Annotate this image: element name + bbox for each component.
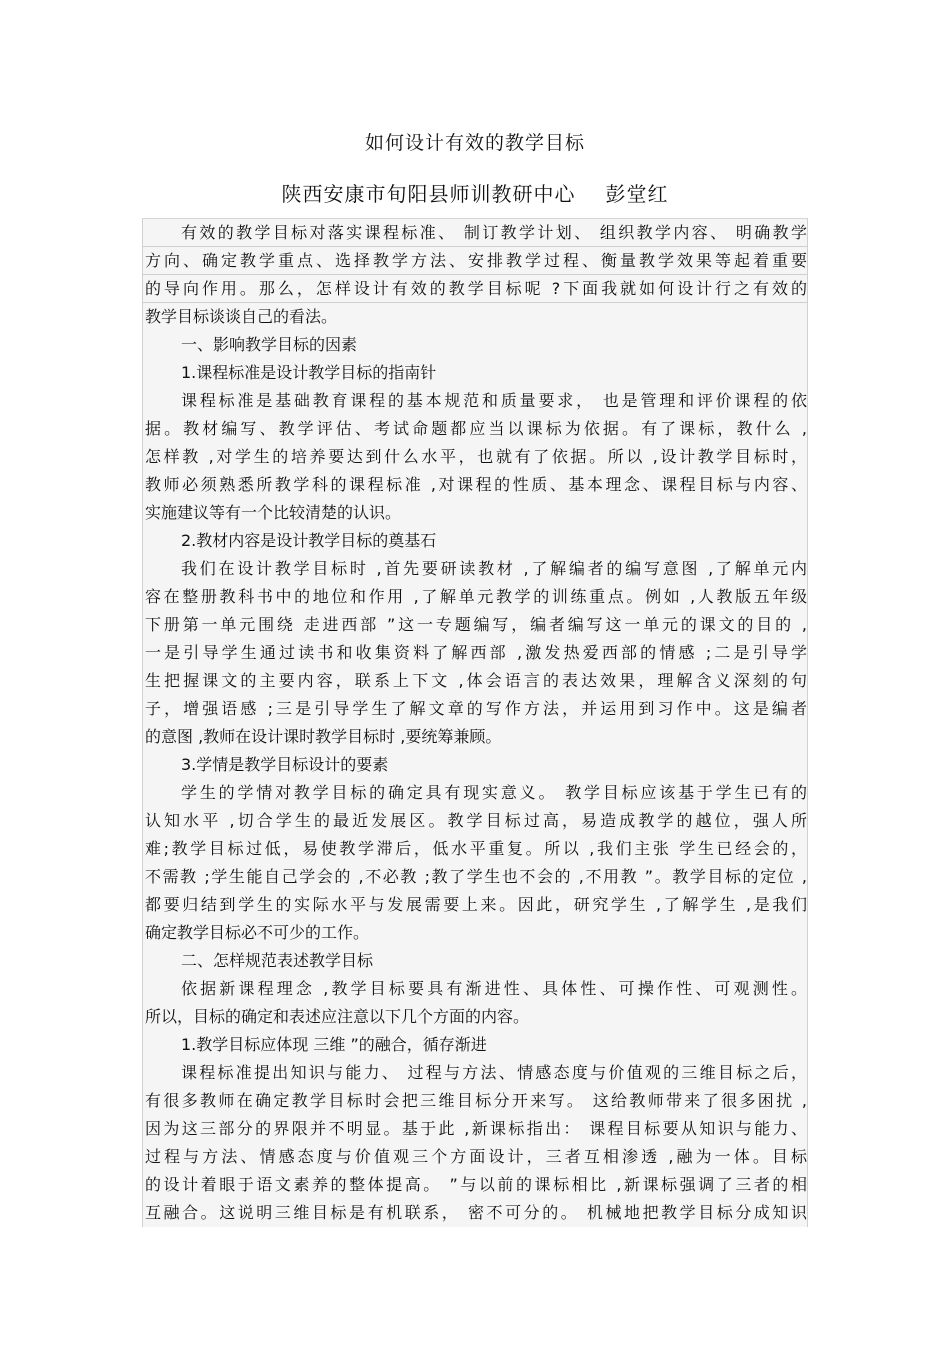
body-line: 下册第一单元围绕 走进西部 ”这一专题编写，编者编写这一单元的课文的目的 , [145,615,807,634]
body-line: 一是引导学生通过读书和收集资料了解西部 ,激发热爱西部的情感 ;二是引导学 [145,643,807,662]
author-byline [0,178,950,207]
body-line: 都要归结到学生的实际水平与发展需要上来。因此，研究学生 ,了解学生 ,是我们 [145,895,807,914]
body-line: 我们在设计教学目标时 ,首先要研读教材 ,了解编者的编写意图 ,了解单元内 [181,559,807,578]
body-line: 1.课程标准是设计教学目标的指南针 [181,363,437,382]
body-line: 所以，目标的确定和表述应注意以下几个方面的内容。 [145,1007,530,1026]
body-line: 子，增强语感 ;三是引导学生了解文章的写作方法，并运用到习作中。这是编者 [145,699,807,718]
body-line: 2.教材内容是设计教学目标的奠基石 [181,531,437,550]
body-line: 容在整册教科书中的地位和作用 ,了解单元教学的训练重点。例如 ,人教版五年级 [145,587,807,606]
body-line: 的设计着眼于语文素养的整体提高。 ”与以前的课标相比 ,新课标强调了三者的相 [145,1175,807,1194]
body-line: 难;教学目标过低，易使教学滞后，低水平重复。所以 ,我们主张 学生已经会的， [145,839,807,858]
body-line: 方向、确定教学重点、选择教学方法、安排教学过程、衡量教学效果等起着重要 [143,247,807,275]
body-line: 1.教学目标应体现 三维 ”的融合，循存渐进 [181,1035,487,1054]
body-line: 的导向作用。那么，怎样设计有效的教学目标呢 ?下面我就如何设计行之有效的 [143,275,807,303]
body-line: 一、影响教学目标的因素 [181,335,358,354]
body-line: 教师必须熟悉所教学科的课程标准 ,对课程的性质、基本理念、课程目标与内容、 [145,475,807,494]
body-line: 不需教 ;学生能自己学会的 ,不必教 ;教了学生也不会的 ,不用教 ”。教学目标的定位 , [145,867,807,886]
document-body [142,218,808,1227]
body-line: 据。教材编写、教学评估、考试命题都应当以课标为依据。有了课标，教什么 , [145,419,807,438]
body-line: 认知水平 ,切合学生的最近发展区。教学目标过高，易造成教学的越位，强人所 [145,811,807,830]
body-line: 有效的教学目标对落实课程标准、 制订教学计划、 组织教学内容、 明确教学 [143,219,807,247]
body-line: 有很多教师在确定教学目标时会把三维目标分开来写。 这给教师带来了很多困扰 , [145,1091,807,1110]
body-line: 因为这三部分的界限并不明显。基于此 ,新课标指出： 课程目标要从知识与能力、 [145,1119,807,1138]
body-line: 互融合。这说明三维目标是有机联系， 密不可分的。 机械地把教学目标分成知识 [145,1203,807,1222]
body-line: 确定教学目标必不可少的工作。 [145,923,370,942]
body-line: 过程与方法、情感态度与价值观三个方面设计，三者互相渗透 ,融为一体。目标 [145,1147,807,1166]
body-line: 3.学情是教学目标设计的要素 [181,755,389,774]
body-line: 实施建议等有一个比较清楚的认识。 [145,503,402,522]
body-line: 生把握课文的主要内容，联系上下文 ,体会语言的表达效果，理解含义深刻的句 [145,671,807,690]
body-line: 学生的学情对教学目标的确定具有现实意义。 教学目标应该基于学生已有的 [181,783,807,802]
author-name: 彭堂红 [605,182,669,206]
author-organization: 陕西安康市旬阳县师训教研中心 [281,182,576,206]
body-line: 依据新课程理念 ,教学目标要具有渐进性、具体性、可操作性、可观测性。 [181,979,807,998]
body-line: 二、怎样规范表述教学目标 [181,951,374,970]
body-line: 怎样教 ,对学生的培养要达到什么水平，也就有了依据。所以 ,设计教学目标时， [145,447,807,466]
body-line: 的意图 ,教师在设计课时教学目标时 ,要统筹兼顾。 [145,727,502,746]
document-title: 如何设计有效的教学目标 [364,132,585,154]
body-line: 课程标准提出知识与能力、 过程与方法、情感态度与价值观的三维目标之后， [181,1063,807,1082]
body-line: 课程标准是基础教育课程的基本规范和质量要求， 也是管理和评价课程的依 [181,391,807,410]
body-line: 教学目标谈谈自己的看法。 [145,307,338,326]
